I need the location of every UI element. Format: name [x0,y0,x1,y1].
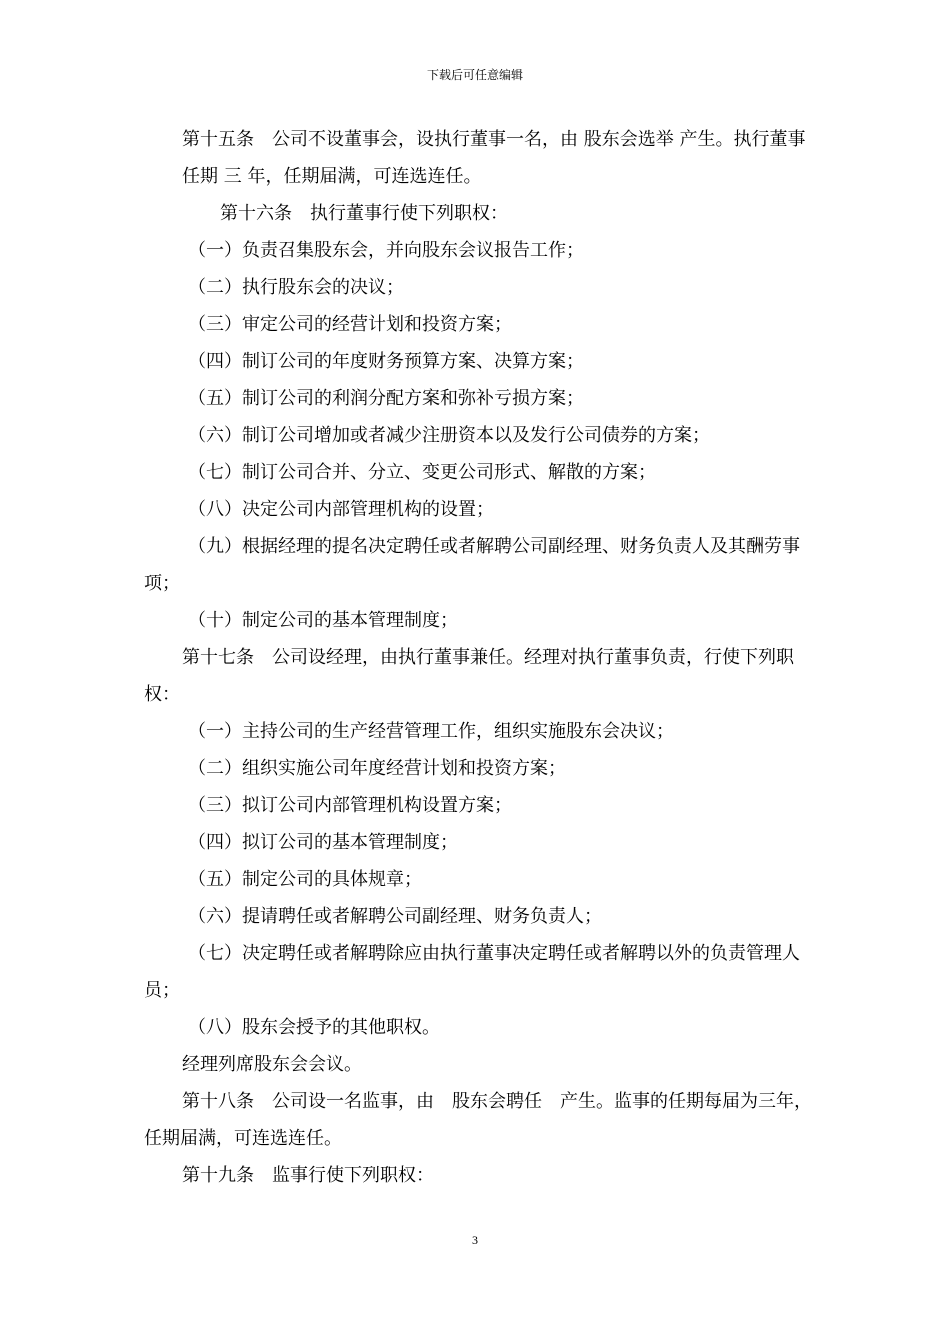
article-15: 第十五条 公司不设董事会，设执行董事一名，由 股东会选举 产生。执行董事任期 三 年，任期届满，可连选连任。 [182,129,806,187]
article-17-item-3: （三）拟订公司内部管理机构设置方案； [188,795,512,816]
article-18-text: 第十八条 公司设一名监事，由 股东会聘任 产生。监事的任期每届为三年，任期届满，可连选连任。 [144,1091,812,1149]
article-16-item-9-text: （九）根据经理的提名决定聘任或者解聘公司副经理、财务负责人及其酬劳事项； [144,536,800,594]
article-17-item-7 [144,935,814,1009]
article-17-text: 第十七条 公司设经理，由执行董事兼任。经理对执行董事负责，行使下列职权： [144,647,794,705]
article-19: 第十九条 监事行使下列职权： [182,1165,434,1186]
article-16-item-2: （二）执行股东会的决议； [188,277,404,298]
article-17 [144,639,814,713]
article-18 [144,1083,814,1157]
article-16-item-7: （七）制订公司合并、分立、变更公司形式、解散的方案； [188,462,656,483]
article-17-item-5: （五）制定公司的具体规章； [188,869,422,890]
article-16-item-3: （三）审定公司的经营计划和投资方案； [188,314,512,335]
document-body [144,121,814,1194]
article-16-item-4: （四）制订公司的年度财务预算方案、决算方案； [188,351,584,372]
article-17-item-1: （一）主持公司的生产经营管理工作，组织实施股东会决议； [188,721,674,742]
article-16: 第十六条 执行董事行使下列职权： [220,203,508,224]
article-16-item-8: （八）决定公司内部管理机构的设置； [188,499,494,520]
page-header: 下载后可任意编辑 [426,68,523,82]
article-17-item-2: （二）组织实施公司年度经营计划和投资方案； [188,758,566,779]
article-16-item-10: （十）制定公司的基本管理制度； [188,610,458,631]
manager-attendance-note: 经理列席股东会会议。 [182,1054,362,1075]
article-16-item-1: （一）负责召集股东会，并向股东会议报告工作； [188,240,584,261]
article-17-item-4: （四）拟订公司的基本管理制度； [188,832,458,853]
article-16-item-6: （六）制订公司增加或者减少注册资本以及发行公司债券的方案； [188,425,710,446]
page-number: 3 [472,1233,478,1247]
article-16-item-9 [144,528,814,602]
article-17-item-8: （八）股东会授予的其他职权。 [188,1017,440,1038]
article-17-item-6: （六）提请聘任或者解聘公司副经理、财务负责人； [188,906,602,927]
article-16-item-5: （五）制订公司的利润分配方案和弥补亏损方案； [188,388,584,409]
article-17-item-7-text: （七）决定聘任或者解聘除应由执行董事决定聘任或者解聘以外的负责管理人员； [144,943,800,1001]
